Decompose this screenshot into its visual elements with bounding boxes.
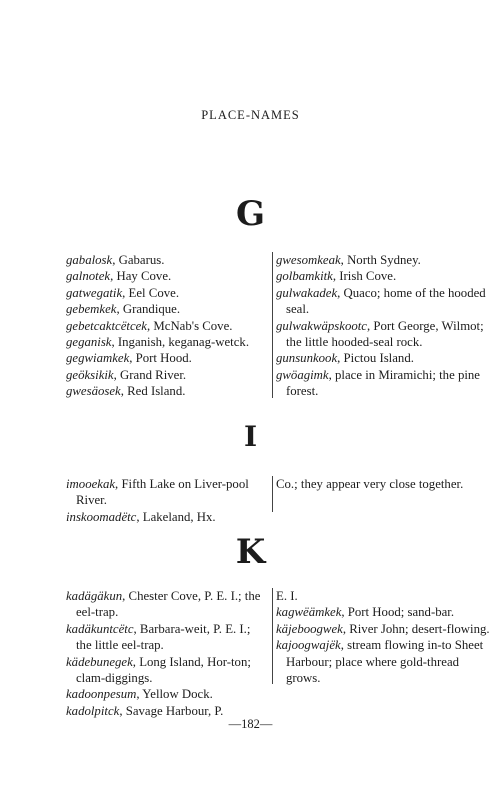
place-name-entry bbox=[276, 476, 490, 492]
place-name-entry bbox=[276, 252, 490, 268]
entry-definition: , Grand River. bbox=[113, 367, 187, 382]
place-name-entry bbox=[66, 318, 269, 334]
entry-term: kadolpitck bbox=[66, 703, 120, 718]
section-g bbox=[66, 252, 486, 402]
entry-definition: , Eel Cove. bbox=[122, 285, 180, 300]
column-right bbox=[272, 588, 490, 684]
entry-definition: , Quaco; home of the hooded seal. bbox=[286, 285, 486, 317]
column-left bbox=[66, 588, 269, 718]
entry-term: kadoonpesum bbox=[66, 687, 137, 702]
entry-term: kädebunegek bbox=[66, 654, 133, 669]
place-name-entry bbox=[276, 285, 490, 318]
entry-definition: , Port George, Wilmot; the little hooded-seal rock. bbox=[286, 318, 484, 350]
column-left bbox=[66, 476, 269, 524]
entry-definition: , Port Hood. bbox=[129, 351, 192, 366]
entry-definition: , Lakeland, Hx. bbox=[136, 509, 216, 524]
entry-definition: , North Sydney. bbox=[340, 253, 421, 267]
entry-definition: , Port Hood; sand-bar. bbox=[341, 605, 455, 620]
entry-term: kajoogwajëk bbox=[276, 638, 341, 653]
entry-definition: , Yellow Dock. bbox=[136, 687, 213, 702]
place-name-entry bbox=[66, 285, 269, 301]
entry-term: gulwakadek bbox=[276, 285, 338, 300]
entry-term: gunsunkook bbox=[276, 351, 338, 366]
entry-definition: , Chester Cove, P. E. I.; the eel-trap. bbox=[76, 589, 261, 620]
place-name-entry bbox=[276, 367, 490, 400]
place-name-entry bbox=[66, 588, 269, 621]
entry-definition: , stream flowing in-to Sheet Harbour; place where gold-thread grows. bbox=[286, 638, 484, 686]
place-name-entry bbox=[66, 654, 269, 687]
entry-term: gatwegatik bbox=[66, 285, 123, 300]
entry-term: gabalosk bbox=[66, 253, 113, 267]
place-name-entry bbox=[66, 268, 269, 284]
entry-term: gulwakwäpskootc bbox=[276, 318, 367, 333]
place-name-entry bbox=[276, 621, 490, 637]
column-right bbox=[272, 252, 490, 398]
entry-definition: , place in Miramichi; the pine forest. bbox=[286, 367, 480, 399]
entry-term: gwesomkeak bbox=[276, 253, 341, 267]
entry-definition: , Inganish, keganag-wetck. bbox=[111, 335, 250, 350]
section-i bbox=[66, 476, 486, 526]
entry-term: imooekak bbox=[66, 477, 116, 491]
entry-definition: E. I. bbox=[276, 589, 298, 603]
entry-term: käjeboogwek bbox=[276, 621, 343, 636]
entry-definition: , Pictou Island. bbox=[337, 351, 414, 366]
entry-term: geöksikik bbox=[66, 367, 114, 382]
place-name-entry bbox=[66, 252, 269, 268]
section-k bbox=[66, 588, 490, 718]
place-name-entry bbox=[66, 367, 269, 383]
place-name-entry bbox=[276, 637, 490, 686]
entry-definition: , River John; desert-flowing. bbox=[342, 621, 490, 636]
entry-term: geganisk bbox=[66, 335, 112, 350]
place-name-entry bbox=[276, 604, 490, 620]
entry-term: inskoomadëtc bbox=[66, 509, 137, 524]
entry-definition: , Grandique. bbox=[116, 302, 181, 317]
entry-definition: , Irish Cove. bbox=[332, 269, 397, 284]
section-letter-k: K bbox=[235, 532, 266, 572]
place-name-entry bbox=[66, 301, 269, 317]
column-right bbox=[272, 476, 490, 512]
entry-definition: Co.; they appear very close together. bbox=[276, 477, 464, 491]
page-number: —182— bbox=[228, 717, 273, 731]
entry-definition: , Savage Harbour, P. bbox=[119, 703, 224, 718]
entry-term: kagwëämkek bbox=[276, 605, 342, 620]
entry-definition: , Red Island. bbox=[120, 384, 186, 399]
entry-term: kadäkuntcëtc bbox=[66, 621, 134, 636]
entry-definition: , Fifth Lake on Liver-pool River. bbox=[76, 477, 249, 508]
entry-term: golbamkitk bbox=[276, 269, 333, 284]
entry-term: kadägäkun bbox=[66, 589, 123, 603]
entry-term: gegwiamkek bbox=[66, 351, 130, 366]
entry-definition: , Gabarus. bbox=[112, 253, 165, 267]
column-left bbox=[66, 252, 269, 398]
place-name-entry bbox=[66, 686, 269, 702]
entry-term: gwöagimk bbox=[276, 367, 329, 382]
section-letter-g: G bbox=[235, 194, 266, 234]
section-letter-i: I bbox=[243, 420, 258, 453]
place-name-entry bbox=[66, 509, 269, 525]
place-name-entry bbox=[66, 476, 269, 509]
entry-term: gebetcaktcëtcek bbox=[66, 318, 147, 333]
place-name-entry bbox=[276, 268, 490, 284]
place-name-entry bbox=[276, 350, 490, 366]
place-name-entry bbox=[276, 318, 490, 351]
place-name-entry bbox=[66, 334, 269, 350]
place-name-entry bbox=[66, 621, 269, 654]
place-name-entry bbox=[66, 350, 269, 366]
running-head: PLACE-NAMES bbox=[201, 108, 300, 122]
place-name-entry bbox=[276, 588, 490, 604]
entry-definition: , Barbara-weit, P. E. I.; the little eel-trap. bbox=[76, 621, 251, 653]
place-name-entry bbox=[66, 383, 269, 399]
entry-term: gebemkek bbox=[66, 302, 117, 317]
entry-definition: , McNab's Cove. bbox=[146, 318, 233, 333]
entry-definition: , Hay Cove. bbox=[110, 269, 172, 284]
entry-term: galnotek bbox=[66, 269, 111, 284]
entry-term: gwesäosek bbox=[66, 384, 121, 399]
entry-definition: , Long Island, Hor-ton; clam-diggings. bbox=[76, 654, 251, 686]
